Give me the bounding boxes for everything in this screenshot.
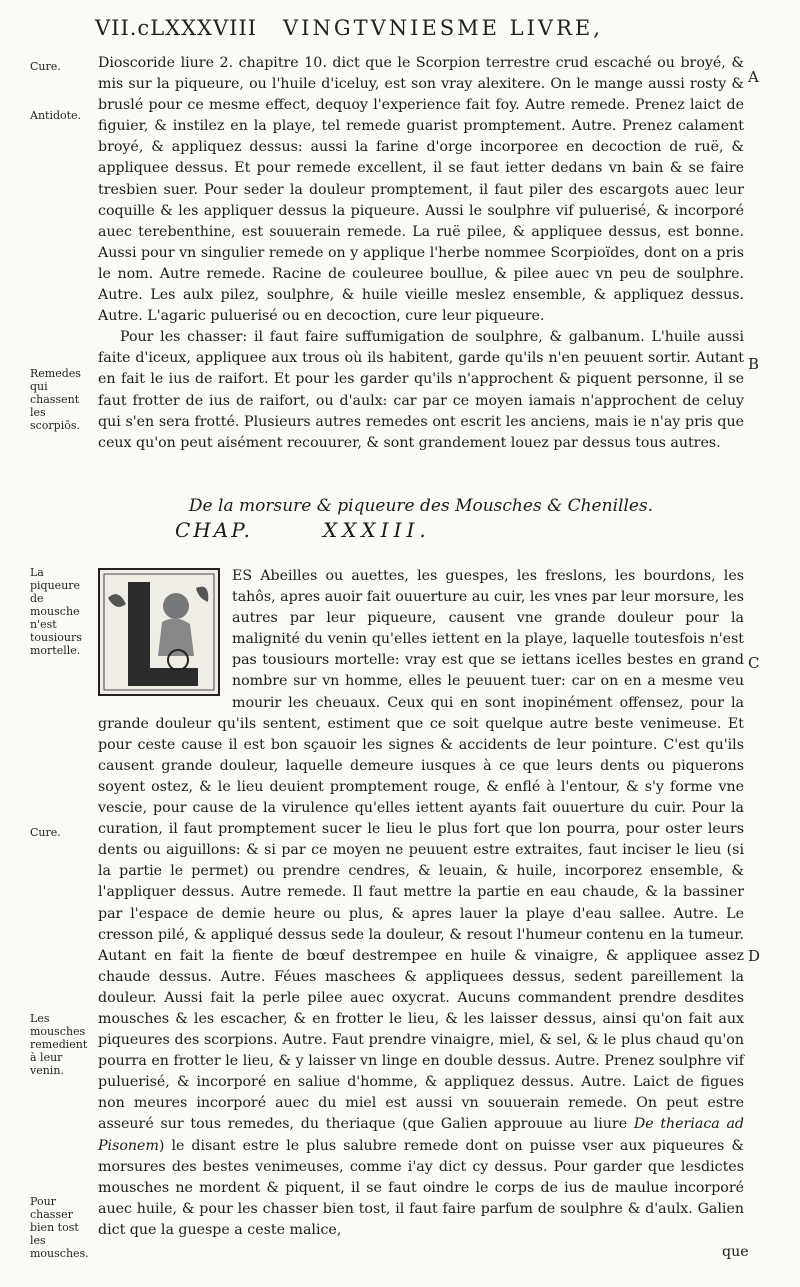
folio-number: VII.cLXXXVIII (95, 16, 258, 40)
section-letter: D (748, 947, 761, 965)
margin-note: La piqueure de mousche n'est tousiours mortelle. (30, 566, 82, 657)
paragraph-text: ES Abeilles ou auettes, les guespes, les freslons, les bourdons, les tahôs, apres auoir fait ouuerture au cuir, les vnes par leur morsure, les autres par leur piqueure, causent vne grande douleur pour la malignité du venin qu'elles iettent en la playe, laquelle toutesfois n'est pas tousiours mortelle: vray est que se iettans icelles bestes en grand nombre sur vn homme, elles le peuuent tuer: car on en a mesme veu mourir les cheuaux. Ceux qui en sont inopinément offensez, pour la grande douleur qu'ils sentent, estiment que ce soit quelque autre beste venimeuse. Et pour ceste cause il est bon sçauoir les signes & accidents de leur pointure. C'est qu'ils causent grande douleur, laquelle demeure iusques à ce que leurs dents ou piquerons soyent ostez, & le lieu deuient promptement rouge, & enflé à l'entour, & s'y forme vne vescie, pour cause de la virulence qu'elles iettent ayants fait ouuerture du cuir. Pour la curation, il faut promptement sucer le lieu le plus fort que lon pourra, pour oster leurs dents ou aiguillons: & si par ce moyen ne peuuent estre extraites, faut inciser le lieu (si la partie le permet) ou prendre cendres, & leuain, & huile, incorporez ensemble, & l'appliquer dessus. Autre remede. Il faut mettre la partie en eau chaude, & la bassiner par l'espace de demie heure ou plus, & apres lauer la playe d'eau sallee. Autre. Le cresson pilé, & appliqué dessus sede la douleur, & resout l'humeur contenu en la tumeur. Autant en fait la fiente de bœuf destrempee en huile & vinaigre, & appliquee assez chaude dessus. Autre. Féues maschees & appliquees dessus, sedent pareillement la douleur. Aussi fait la perle pilee auec oxycrat. Aucuns commandent prendre desdites mousches & les escacher, & en frotter le lieu, & les laisser dessus, ainsi qu'on fait aux piqueures des scorpions. Autre. Faut prendre vinaigre, miel, & sel, & le plus chaud qu'on pourra en frotter le lieu, & y laisser vn linge en double dessus. Autre. Prenez soulphre vif puluerisé, & incorporé en saliue d'homme, & appliquez dessus. Autre. Laict de figues non meures incorporé auec du miel est aussi vn souuerain remede. On peut estre asseuré sur tous remedes, du theriaque (que Galien approuue au liure (98, 568, 744, 1133)
section-letter: B (748, 355, 760, 373)
decorated-initial-l-icon (98, 568, 220, 696)
chapter-title: De la morsure & piqueure des Mousches & Chenilles. (188, 496, 654, 516)
show-through-smudge (30, 165, 90, 225)
section-letter: A (748, 68, 759, 86)
paragraph-text-end: ) le disant estre le plus salubre remede dont on puisse vser aux piqueures & morsures des bestes venimeuses, comme i'ay dict cy dessus. Pour garder que lesdictes mousches ne mordent & piquent, il se faut oindre le corps de ius de maulue incorporé auec huile, & pour les chasser bien tost, il faut faire parfum de soulphre & d'aulx. Galien dict que la guespe a ceste malice, (98, 1137, 744, 1238)
paragraph: Pour les chasser: il faut faire suffumigation de soulphre, & galbanum. L'huile aussi faite d'iceux, appliquee aux trous où ils habitent, garde qu'ils n'en peuuent sortir. Autant en fait le ius de raifort. Et pour les garder qu'ils n'approchent & piquent personne, il se faut frotter de ius de raifort, ou d'aulx: car par ce moyen iamais n'approchent de celuy qui s'en sera frotté. Plusieurs autres remedes ont escrit les anciens, mais ie n'ay pris que ceux qu'on peut aisément recouurer, & sont grandement louez par dessus tous autres. (98, 329, 744, 451)
section-scorpion-remedies (98, 53, 744, 454)
chapter-heading (175, 518, 575, 542)
margin-note: Remedes qui chassent les scorpiōs. (30, 367, 81, 432)
margin-note: Antidote. (30, 109, 82, 122)
catchword: que (722, 1244, 749, 1260)
margin-note: Cure. (30, 826, 61, 839)
chapter-number: XXXIII. (322, 518, 431, 542)
section-mousches (98, 566, 744, 1241)
paragraph: Dioscoride liure 2. chapitre 10. dict que le Scorpion terrestre crud escaché ou broyé, & mis sur la piqueure, ou l'huile d'iceluy, est son vray alexitere. On le mange aussi rosty & bruslé pour ce mesme effect, dequoy l'experience fait foy. Autre remede. Prenez laict de figuier, & instilez en la playe, tel remede guarist promptement. Autre. Prenez calament broyé, & appliquez dessus: aussi la farine d'orge incorporee en decoction de ruë, & appliquee dessus. Et pour remede excellent, il se faut ietter dedans vn bain & se faire tresbien suer. Pour seder la douleur promptement, il faut piler des escargots auec leur coquille & les appliquer dessus la piqueure. Aussi le soulphre vif puluerisé, & incorporé auec terebenthine, est souuerain remede. La ruë pilee, & appliquee dessus, est bonne. Aussi pour vn singulier remede on y applique l'herbe nommee Scorpioïdes, dont on a pris le nom. Autre remede. Racine de couleuree boullue, & pilee auec vn peu de soulphre. Autre. Les aulx pilez, soulphre, & huile vieille meslez ensemble, & appliquez dessus. Autre. L'agaric puluerisé ou en decoction, cure leur piqueure. (98, 55, 744, 325)
chapter-label: CHAP. (175, 518, 253, 542)
margin-note: Cure. (30, 60, 61, 73)
section-letter: C (748, 654, 760, 672)
margin-note: Les mousches remedient à leur venin. (30, 1012, 88, 1077)
running-title: VINGTVNIESME LIVRE, (283, 16, 603, 40)
book-reference: De theriaca ad Pisonem (98, 1116, 744, 1154)
margin-note: Pour chasser bien tost les mousches. (30, 1195, 89, 1260)
page-header (95, 16, 755, 46)
